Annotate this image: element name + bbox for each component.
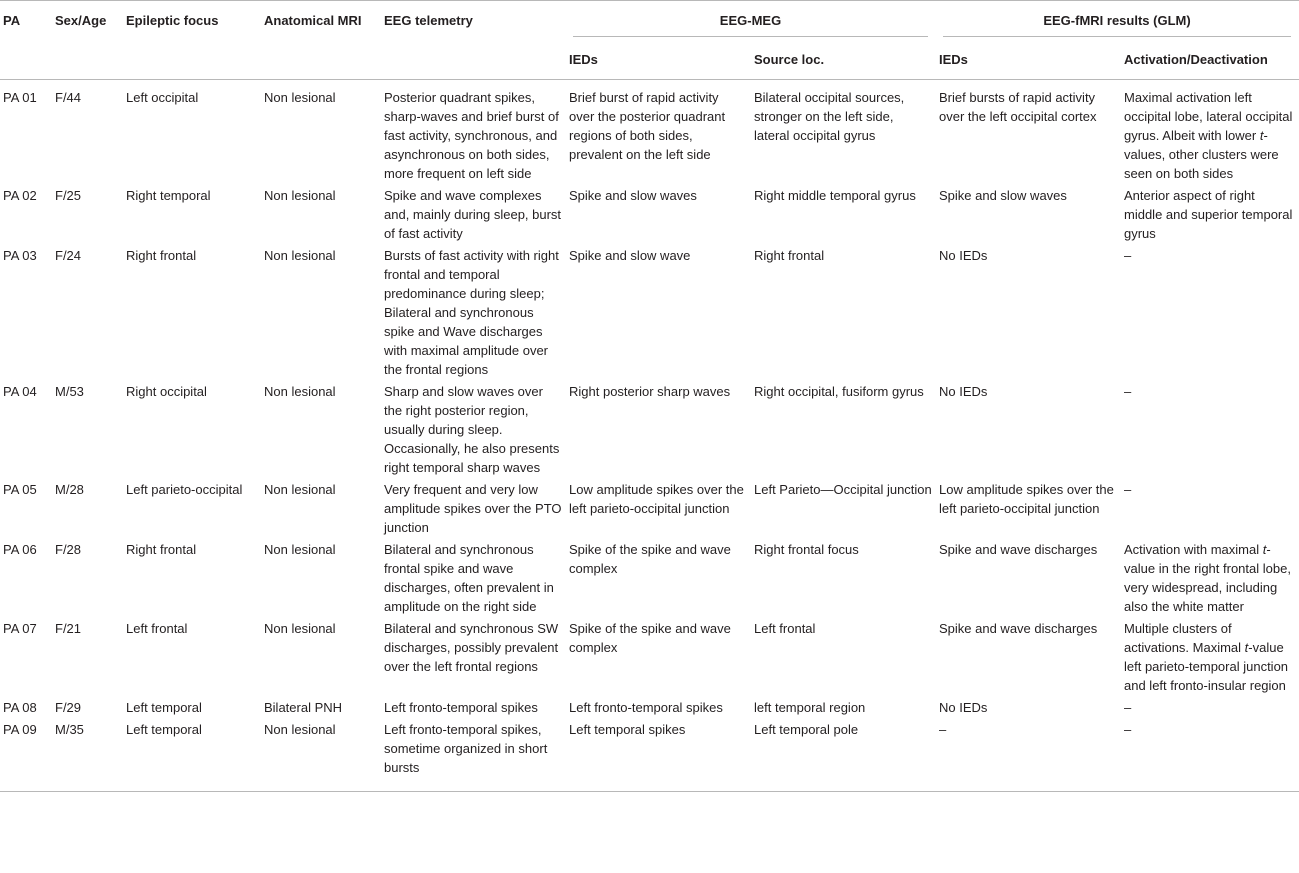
cell-sex-age: F/29	[55, 700, 82, 715]
cell-fmri-ieds: Spike and wave discharges	[939, 542, 1098, 557]
header-eeg-fmri: EEG-fMRI results (GLM)	[943, 11, 1291, 37]
cell-mri: Non lesional	[264, 248, 336, 263]
cell-meg-ieds: Left fronto-temporal spikes	[569, 700, 723, 715]
cell-mri: Bilateral PNH	[264, 700, 343, 715]
cell-telemetry: Left fronto-temporal spikes	[384, 700, 538, 715]
cell-focus: Left frontal	[126, 621, 188, 636]
cell-meg-source: Right occipital, fusiform gyrus	[754, 384, 924, 399]
header-meg-ieds: IEDs	[566, 43, 751, 80]
cell-sex-age: F/24	[55, 248, 82, 263]
cell-meg-source: Left frontal	[754, 621, 816, 636]
cell-meg-ieds: Spike and slow wave	[569, 248, 691, 263]
header-eeg-meg-group	[566, 1, 936, 44]
cell-meg-ieds: Right posterior sharp waves	[569, 384, 731, 399]
table-row	[0, 695, 1299, 717]
cell-fmri-activation: –	[1124, 384, 1132, 399]
table-row	[0, 616, 1299, 695]
table-row	[0, 379, 1299, 477]
cell-focus: Right frontal	[126, 542, 197, 557]
cell-telemetry: Bursts of fast activity with right frontal and temporal predominance during sleep; Bilateral and synchronous spike and Wave discharges with maximal amplitude over the frontal regions	[384, 248, 559, 377]
header-meg-source-loc: Source loc.	[751, 43, 936, 80]
cell-fmri-ieds: Brief bursts of rapid activity over the left occipital cortex	[939, 90, 1097, 124]
cell-sex-age: M/53	[55, 384, 84, 399]
table-row	[0, 537, 1299, 616]
cell-meg-source: Right middle temporal gyrus	[754, 188, 916, 203]
cell-meg-ieds: Spike of the spike and wave complex	[569, 542, 731, 576]
cell-meg-source: Right frontal focus	[754, 542, 859, 557]
header-eeg-meg: EEG-MEG	[573, 11, 928, 37]
cell-meg-source: Left temporal pole	[751, 717, 936, 792]
cell-pa: PA 01	[3, 90, 37, 105]
cell-pa: PA 06	[3, 542, 37, 557]
cell-sex-age: F/44	[55, 90, 82, 105]
cell-fmri-activation: Multiple clusters of activations. Maximal t-value left parieto-temporal junction and left fronto-insular region	[1124, 621, 1289, 693]
cell-pa: PA 02	[3, 188, 37, 203]
header-anatomical-mri: Anatomical MRI	[261, 1, 381, 80]
cell-meg-ieds: Low amplitude spikes over the left parieto-occipital junction	[569, 482, 744, 516]
cell-meg-ieds: Spike of the spike and wave complex	[569, 621, 731, 655]
cell-mri: Non lesional	[264, 621, 336, 636]
cell-fmri-activation: –	[1121, 717, 1299, 792]
cell-pa: PA 05	[3, 482, 37, 497]
cell-fmri-ieds: Low amplitude spikes over the left parieto-occipital junction	[939, 482, 1114, 516]
cell-telemetry: Bilateral and synchronous SW discharges, possibly prevalent over the left frontal regions	[384, 621, 559, 674]
cell-fmri-activation: –	[1124, 700, 1132, 715]
cell-meg-source: Bilateral occipital sources, stronger on the left side, lateral occipital gyrus	[754, 90, 905, 143]
cell-focus: Left parieto-occipital	[126, 482, 243, 497]
table-row	[0, 477, 1299, 537]
cell-focus: Right occipital	[126, 384, 207, 399]
cell-mri: Non lesional	[264, 90, 336, 105]
table-row	[0, 80, 1299, 184]
cell-fmri-ieds: No IEDs	[939, 248, 988, 263]
table-header	[0, 1, 1299, 80]
header-sex-age: Sex/Age	[52, 1, 123, 80]
cell-mri: Non lesional	[264, 384, 336, 399]
cell-meg-source: Left Parieto—Occipital junction	[754, 482, 932, 497]
cell-fmri-activation: Maximal activation left occipital lobe, lateral occipital gyrus. Albeit with lower t-values, other clusters were seen on both sides	[1124, 90, 1293, 181]
header-eeg-telemetry: EEG telemetry	[381, 1, 566, 80]
header-epileptic-focus: Epileptic focus	[123, 1, 261, 80]
cell-fmri-ieds: Spike and slow waves	[939, 188, 1067, 203]
cell-sex-age: F/28	[55, 542, 82, 557]
header-eeg-fmri-group	[936, 1, 1299, 44]
cell-telemetry: Spike and wave complexes and, mainly during sleep, burst of fast activity	[384, 188, 562, 241]
cell-sex-age: F/25	[55, 188, 82, 203]
cell-sex-age: M/28	[55, 482, 84, 497]
cell-pa: PA 09	[0, 717, 52, 792]
cell-focus: Left temporal	[126, 700, 202, 715]
cell-mri: Non lesional	[264, 188, 336, 203]
table-body	[0, 80, 1299, 792]
cell-telemetry: Bilateral and synchronous frontal spike and wave discharges, often prevalent in amplitude on the right side	[384, 542, 554, 614]
cell-fmri-ieds: No IEDs	[939, 384, 988, 399]
cell-pa: PA 03	[3, 248, 37, 263]
cell-mri: Non lesional	[264, 542, 336, 557]
cell-pa: PA 08	[3, 700, 37, 715]
cell-sex-age: M/35	[52, 717, 123, 792]
cell-telemetry: Left fronto-temporal spikes, sometime organized in short bursts	[381, 717, 566, 792]
cell-telemetry: Very frequent and very low amplitude spikes over the PTO junction	[384, 482, 562, 535]
cell-meg-source: Right frontal	[754, 248, 825, 263]
cell-mri: Non lesional	[261, 717, 381, 792]
table-row	[0, 243, 1299, 379]
cell-meg-source: left temporal region	[754, 700, 866, 715]
cell-telemetry: Posterior quadrant spikes, sharp-waves and brief burst of fast activity, synchronous, and asynchronous on both sides, more frequent on left side	[384, 90, 559, 181]
cell-fmri-activation: –	[1124, 248, 1132, 263]
cell-fmri-ieds: No IEDs	[939, 700, 988, 715]
cell-focus: Right frontal	[126, 248, 197, 263]
table-row	[0, 183, 1299, 243]
cell-mri: Non lesional	[264, 482, 336, 497]
cell-pa: PA 07	[3, 621, 37, 636]
cell-telemetry: Sharp and slow waves over the right posterior region, usually during sleep. Occasionally, he also presents right temporal sharp waves	[384, 384, 560, 475]
cell-focus: Left temporal	[123, 717, 261, 792]
cell-meg-ieds: Brief burst of rapid activity over the posterior quadrant regions of both sides, prevalent on the left side	[569, 90, 726, 162]
cell-fmri-ieds: Spike and wave discharges	[939, 621, 1098, 636]
cell-focus: Right temporal	[126, 188, 211, 203]
header-fmri-ieds: IEDs	[936, 43, 1121, 80]
cell-sex-age: F/21	[55, 621, 82, 636]
header-fmri-activation: Activation/Deactivation	[1121, 43, 1299, 80]
cell-meg-ieds: Spike and slow waves	[569, 188, 697, 203]
cell-meg-ieds: Left temporal spikes	[566, 717, 751, 792]
cell-fmri-activation: Anterior aspect of right middle and superior temporal gyrus	[1124, 188, 1293, 241]
cell-fmri-activation: Activation with maximal t-value in the right frontal lobe, very widespread, including also the white matter	[1124, 542, 1291, 614]
cell-fmri-ieds: –	[936, 717, 1121, 792]
cell-focus: Left occipital	[126, 90, 199, 105]
cell-fmri-activation: –	[1124, 482, 1132, 497]
header-pa: PA	[0, 1, 52, 80]
table-row	[0, 717, 1299, 792]
cell-pa: PA 04	[3, 384, 37, 399]
